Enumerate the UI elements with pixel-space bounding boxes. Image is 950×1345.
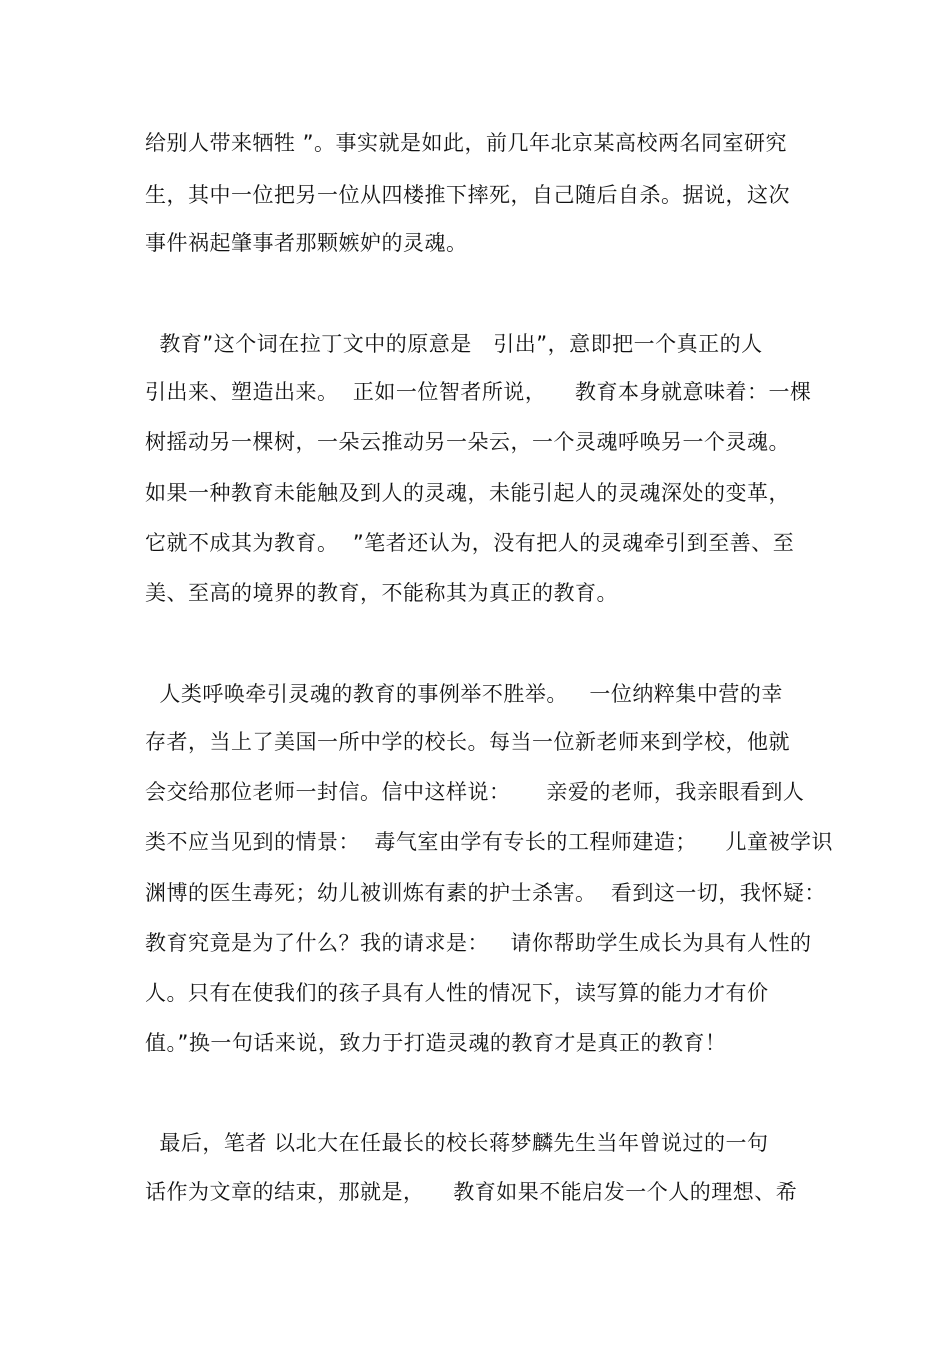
text-line: 渊博的医生毒死；幼儿被训炼有素的护士杀害。 看到这一切，我怀疑： bbox=[145, 881, 826, 905]
text-line: 它就不成其为教育。 ”笔者还认为，没有把人的灵魂牵引到至善、至 bbox=[145, 531, 795, 555]
text-line: 人。只有在使我们的孩子具有人性的情况下，读写算的能力才有价 bbox=[145, 981, 769, 1005]
text-line: 教育”这个词在拉丁文中的原意是 引出”，意即把一个真正的人 bbox=[145, 332, 763, 356]
text-line: 生，其中一位把另一位从四楼推下摔死，自己随后自杀。据说，这次 bbox=[145, 183, 790, 207]
text-line: 美、至高的境界的教育，不能称其为真正的教育。 bbox=[145, 581, 618, 605]
text-line: 如果一种教育未能触及到人的灵魂，未能引起人的灵魂深处的变革， bbox=[145, 481, 790, 505]
text-line: 最后，笔者 以北大在任最长的校长蒋梦麟先生当年曾说过的一句 bbox=[145, 1131, 769, 1155]
text-line: 值。”换一句话来说，致力于打造灵魂的教育才是真正的教育！ bbox=[145, 1031, 727, 1055]
text-line: 话作为文章的结束，那就是， 教育如果不能启发一个人的理想、希 bbox=[145, 1180, 798, 1204]
text-line: 事件祸起肇事者那颗嫉妒的灵魂。 bbox=[145, 231, 468, 255]
text-line: 人类呼唤牵引灵魂的教育的事例举不胜举。 一位纳粹集中营的幸 bbox=[145, 682, 783, 706]
text-line: 教育究竟是为了什么？我的请求是： 请你帮助学生成长为具有人性的 bbox=[145, 931, 812, 955]
text-line: 存者，当上了美国一所中学的校长。每当一位新老师来到学校，他就 bbox=[145, 730, 790, 754]
text-line: 给别人带来牺牲 ”。事实就是如此，前几年北京某高校两名同室研究 bbox=[145, 131, 788, 155]
text-line: 树摇动另一棵树，一朵云推动另一朵云，一个灵魂呼唤另一个灵魂。 bbox=[145, 430, 790, 454]
text-line: 引出来、塑造出来。 正如一位智者所说， 教育本身就意味着：一棵 bbox=[145, 380, 812, 404]
text-line: 类不应当见到的情景： 毒气室由学有专长的工程师建造； 儿童被学识 bbox=[145, 830, 834, 854]
text-line: 会交给那位老师一封信。信中这样说： 亲爱的老师，我亲眼看到人 bbox=[145, 780, 805, 804]
